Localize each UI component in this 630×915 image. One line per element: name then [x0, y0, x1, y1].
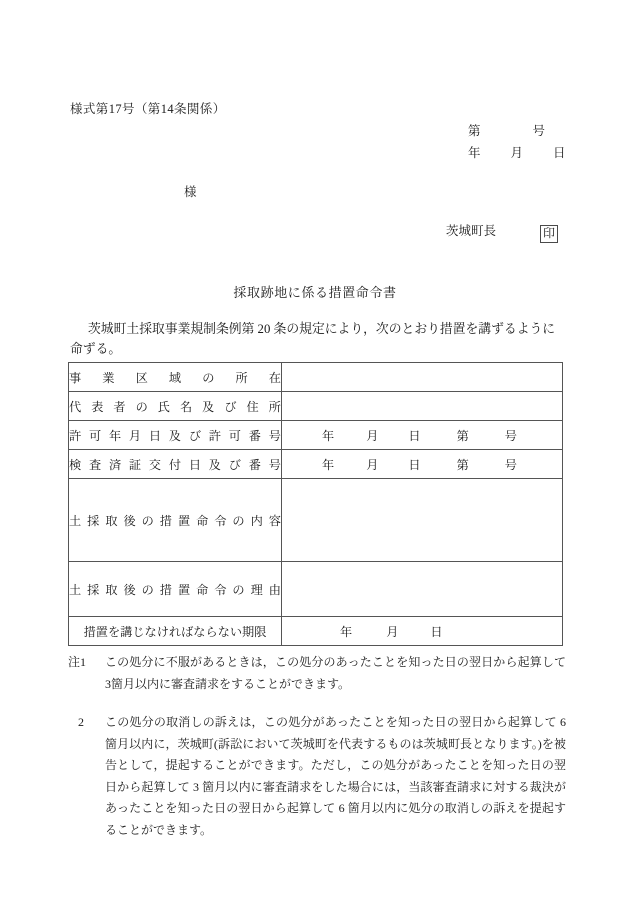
number-suffix-label: 号: [504, 428, 517, 443]
month-label: 月: [510, 146, 524, 160]
date-number-placeholders: [282, 456, 562, 473]
lead-paragraph: 茨城町土採取事業規制条例第 20 条の規定により，次のとおり措置を講ずるように命ずる。: [70, 322, 556, 356]
row-value-permit-date-number[interactable]: [282, 421, 563, 450]
row-value-business-area-location[interactable]: [282, 363, 563, 392]
table-row: [69, 363, 563, 392]
row-label-order-reason: [69, 562, 282, 617]
notes-section: [68, 652, 566, 858]
day-label: 日: [430, 624, 443, 639]
issuer-name: 茨城町長: [446, 224, 497, 238]
number-prefix-label: 第: [456, 428, 469, 443]
document-number-date-block: [468, 120, 566, 164]
page-title: 採取跡地に係る措置命令書: [233, 285, 397, 300]
month-label: 月: [366, 457, 379, 472]
issuer-block: [446, 221, 558, 243]
label-chars: 事 業 区 域 の 所 在: [69, 370, 281, 385]
date-number-placeholders: [282, 427, 562, 444]
row-value-order-content[interactable]: [282, 479, 563, 562]
label-chars: 許 可 年 月 日 及 び 許 可 番 号: [69, 428, 281, 443]
table-row: [69, 392, 563, 421]
note-item: [68, 652, 566, 695]
note-marker: 注1: [68, 655, 87, 669]
year-label: 年: [322, 457, 335, 472]
row-label-permit-date-number: [69, 421, 282, 450]
note-marker: 2: [78, 715, 84, 729]
row-label-order-content: [69, 479, 282, 562]
document-date-line: [468, 142, 566, 164]
day-label: 日: [408, 457, 421, 472]
order-details-table: [68, 362, 563, 646]
row-label-business-area-location: [69, 363, 282, 392]
row-value-order-reason[interactable]: [282, 562, 563, 617]
row-value-inspection-certificate-date-number[interactable]: [282, 450, 563, 479]
label-chars: 代 表 者 の 氏 名 及 び 住 所: [69, 399, 281, 414]
year-label: 年: [340, 624, 353, 639]
number-suffix-label: 号: [532, 124, 546, 138]
table-row: [69, 421, 563, 450]
day-label: 日: [408, 428, 421, 443]
seal-icon: 印: [540, 225, 558, 243]
month-label: 月: [366, 428, 379, 443]
day-label: 日: [553, 146, 566, 160]
number-prefix-label: 第: [456, 457, 469, 472]
label-chars: 土 採 取 後 の 措 置 命 令 の 内 容: [69, 513, 281, 528]
table-row: [69, 450, 563, 479]
table-row: [69, 479, 563, 562]
label-chars: 土 採 取 後 の 措 置 命 令 の 理 由: [69, 582, 281, 597]
year-label: 年: [468, 146, 481, 160]
document-number-line: [468, 120, 566, 142]
label-chars: 検 査 済 証 交 付 日 及 び 番 号: [69, 457, 281, 472]
row-value-representative-name-address[interactable]: [282, 392, 563, 421]
note-text: この処分に不服があるときは，この処分のあったことを知った日の翌日から起算して 3箇月以内に審査請求をすることができます。: [105, 655, 566, 691]
table-row: [69, 617, 563, 646]
date-placeholders: [282, 623, 562, 640]
note-text: この処分の取消しの訴えは，この処分があったことを知った日の翌日から起算して 6 箇月以内に，茨城町(訴訟において茨城町を代表するものは茨城町長となります。)を被告として，提起することができます。ただし，この処分があったことを知った日の翌日から起算して 3 箇月以内に審査請求をした場合には，当該審査請求に対する裁決があったことを知った日の翌日から起算して 6 箇月以内に処分の取消しの訴えを提起することができます。: [105, 715, 566, 837]
table-row: [69, 562, 563, 617]
row-label-compliance-deadline: 措置を講じなければならない期限: [69, 617, 282, 646]
note-item: [68, 712, 566, 841]
row-label-inspection-certificate-date-number: [69, 450, 282, 479]
row-label-representative-name-address: [69, 392, 282, 421]
row-value-compliance-deadline[interactable]: [282, 617, 563, 646]
year-label: 年: [322, 428, 335, 443]
addressee-honorific: 様: [184, 185, 197, 199]
number-suffix-label: 号: [504, 457, 517, 472]
number-prefix-label: 第: [468, 124, 481, 138]
month-label: 月: [386, 624, 399, 639]
form-number: 様式第17号（第14条関係）: [70, 102, 226, 116]
